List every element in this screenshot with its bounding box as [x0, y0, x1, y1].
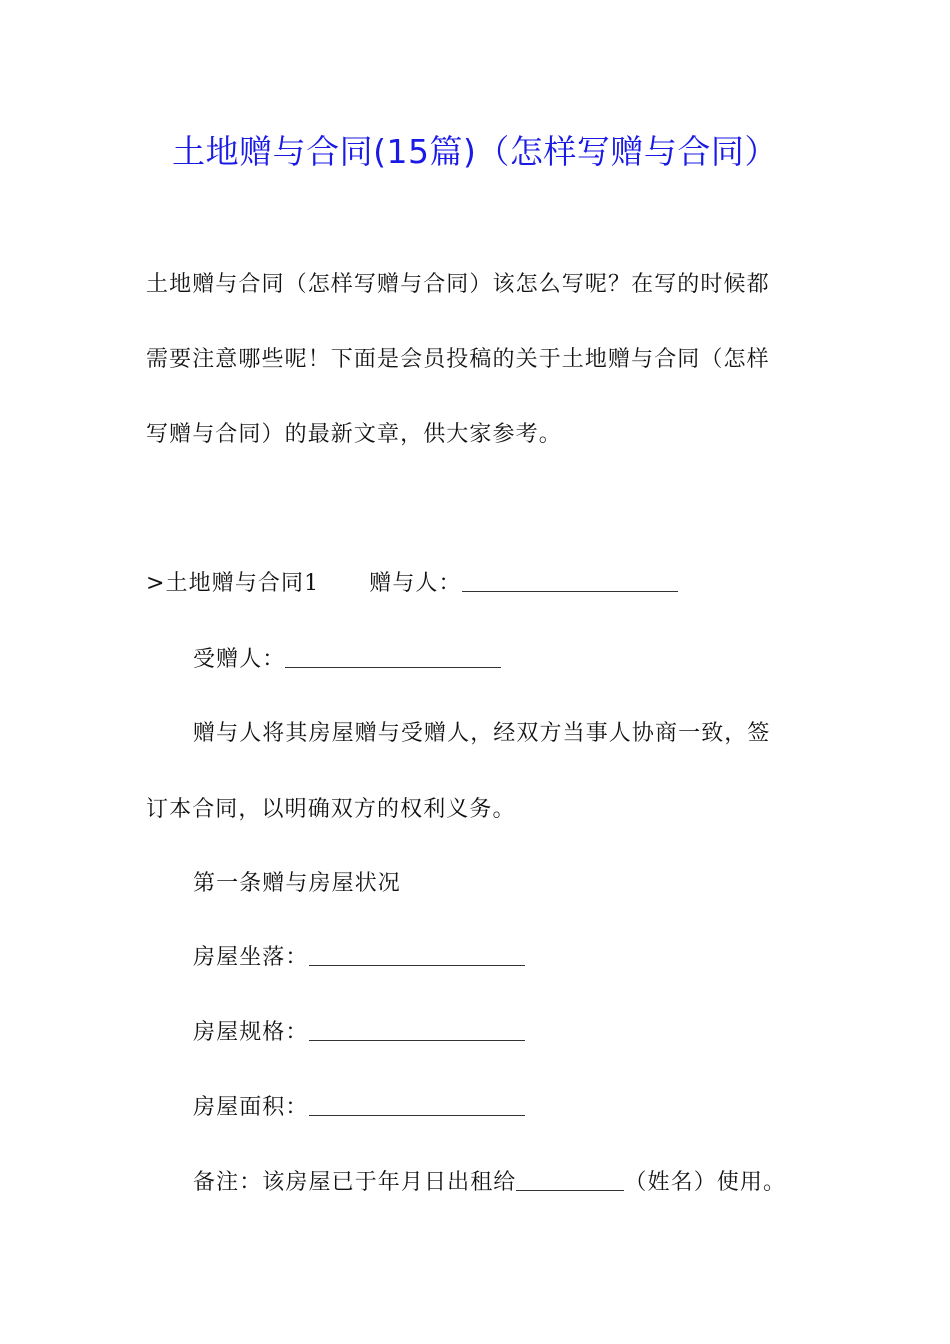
spec-label: 房屋规格：	[193, 1020, 309, 1045]
donee-row	[193, 641, 501, 679]
section-heading: >土地赠与合同1	[146, 571, 320, 596]
area-blank	[309, 1091, 525, 1116]
note-suffix: （姓名）使用。	[624, 1170, 787, 1195]
location-label: 房屋坐落：	[193, 945, 309, 970]
donor-label: 赠与人：	[369, 571, 462, 596]
location-row	[193, 939, 525, 977]
paragraph-line: 订本合同，以明确双方的权利义务。	[146, 797, 516, 822]
location-blank	[309, 941, 525, 966]
donor-blank	[462, 567, 678, 592]
donee-blank	[285, 643, 501, 668]
note-prefix: 备注：该房屋已于年月日出租给	[193, 1170, 517, 1195]
area-row	[193, 1089, 525, 1127]
paragraph-line: 赠与人将其房屋赠与受赠人，经双方当事人协商一致，签	[193, 721, 771, 746]
intro-paragraph	[146, 266, 806, 491]
intro-line: 土地赠与合同（怎样写赠与合同）该怎么写呢？在写的时候都	[146, 272, 770, 297]
intro-line: 写赠与合同）的最新文章，供大家参考。	[146, 422, 562, 447]
spec-row	[193, 1014, 525, 1052]
spec-blank	[309, 1016, 525, 1041]
intro-line: 需要注意哪些呢！下面是会员投稿的关于土地赠与合同（怎样	[146, 347, 770, 372]
name-blank	[516, 1166, 624, 1191]
note-row	[193, 1164, 786, 1202]
section-heading-row	[146, 565, 678, 603]
donee-label: 受赠人：	[193, 647, 286, 672]
area-label: 房屋面积：	[193, 1095, 309, 1120]
article-heading: 第一条赠与房屋状况	[193, 871, 401, 896]
document-title: 土地赠与合同(15篇)（怎样写赠与合同）	[172, 132, 778, 171]
